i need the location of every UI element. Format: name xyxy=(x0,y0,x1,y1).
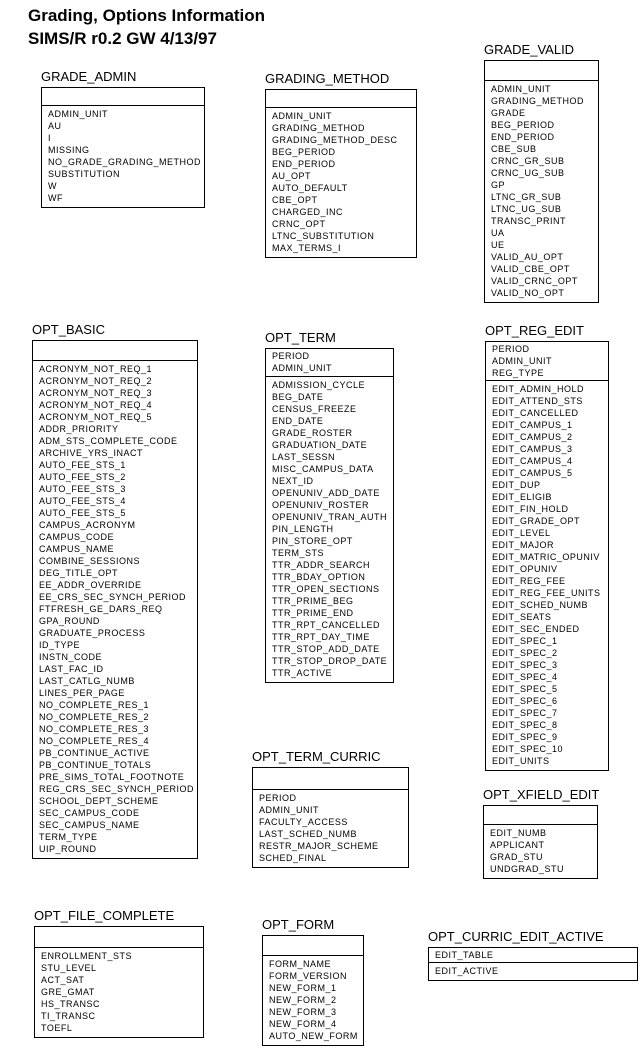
attribute: LAST_SESSN xyxy=(272,452,336,462)
entity-box xyxy=(41,87,205,208)
key-attribute: PERIOD xyxy=(492,344,530,354)
attribute: MISC_CAMPUS_DATA xyxy=(272,464,374,474)
attribute: TTR_BDAY_OPTION xyxy=(272,572,366,582)
attribute: ARCHIVE_YRS_INACT xyxy=(39,448,144,458)
attribute: TTR_STOP_ADD_DATE xyxy=(272,644,380,654)
attribute: FTFRESH_GE_DARS_REQ xyxy=(39,604,163,614)
entity-box xyxy=(32,340,198,859)
attribute: CRNC_OPT xyxy=(272,219,326,229)
attribute: END_PERIOD xyxy=(272,159,336,169)
attribute: UIP_ROUND xyxy=(39,844,97,854)
primary-key-section xyxy=(263,936,363,956)
attribute: NO_GRADE_GRADING_METHOD xyxy=(48,157,202,167)
attribute: OPENUNIV_TRAN_AUTH xyxy=(272,512,388,522)
attribute: BEG_PERIOD xyxy=(491,120,555,130)
attribute: GP xyxy=(491,180,506,190)
attribute: EDIT_CAMPUS_4 xyxy=(492,456,573,466)
attribute: GRADING_METHOD xyxy=(272,123,366,133)
attribute: AUTO_FEE_STS_4 xyxy=(39,496,126,506)
attribute: NO_COMPLETE_RES_4 xyxy=(39,736,150,746)
attribute: BEG_PERIOD xyxy=(272,147,336,157)
attribute-section xyxy=(253,790,408,867)
attribute: AUTO_NEW_FORM xyxy=(269,1031,358,1041)
attribute: VALID_CRNC_OPT xyxy=(491,276,578,286)
attribute: LINES_PER_PAGE xyxy=(39,688,125,698)
attribute: TERM_TYPE xyxy=(39,832,98,842)
attribute: AUTO_FEE_STS_1 xyxy=(39,460,126,470)
primary-key-section xyxy=(266,90,416,108)
primary-key-section xyxy=(35,927,203,948)
attribute: BEG_DATE xyxy=(272,392,324,402)
attribute: TOEFL xyxy=(41,1023,73,1033)
attribute: EDIT_SPEC_9 xyxy=(492,732,558,742)
attribute: AU xyxy=(48,121,62,131)
attribute: TRANSC_PRINT xyxy=(491,216,567,226)
entity-box xyxy=(483,805,598,879)
attribute: END_DATE xyxy=(272,416,324,426)
attribute: LTNC_GR_SUB xyxy=(491,192,562,202)
attribute: TTR_RPT_CANCELLED xyxy=(272,620,381,630)
attribute: AUTO_FEE_STS_2 xyxy=(39,472,126,482)
attribute: GRAD_STU xyxy=(490,852,544,862)
attribute: GRADUATION_DATE xyxy=(272,440,368,450)
attribute: ACRONYM_NOT_REQ_2 xyxy=(39,376,153,386)
attribute: PERIOD xyxy=(259,793,297,803)
attribute: MAX_TERMS_I xyxy=(272,243,342,253)
attribute: EDIT_SPEC_3 xyxy=(492,660,558,670)
attribute: EDIT_FIN_HOLD xyxy=(492,504,569,514)
attribute: END_PERIOD xyxy=(491,132,555,142)
entity-name: GRADE_VALID xyxy=(484,42,575,57)
attribute: UNDGRAD_STU xyxy=(490,864,565,874)
attribute: LAST_SCHED_NUMB xyxy=(259,829,358,839)
attribute: EDIT_LEVEL xyxy=(492,528,551,538)
entity-box xyxy=(262,935,364,1046)
attribute: MISSING xyxy=(48,145,90,155)
attribute: AUTO_FEE_STS_5 xyxy=(39,508,126,518)
primary-key-section xyxy=(253,768,408,790)
attribute-section xyxy=(266,108,416,257)
attribute-section xyxy=(485,81,598,302)
attribute: GRE_GMAT xyxy=(41,987,95,997)
entity-name: OPT_XFIELD_EDIT xyxy=(483,787,600,802)
attribute: TTR_PRIME_BEG xyxy=(272,596,354,606)
entity-box xyxy=(428,947,638,981)
attribute: EDIT_SCHED_NUMB xyxy=(492,600,589,610)
attribute: CHARGED_INC xyxy=(272,207,344,217)
attribute: VALID_NO_OPT xyxy=(491,288,565,298)
attribute: TTR_ADDR_SEARCH xyxy=(272,560,371,570)
attribute: ENROLLMENT_STS xyxy=(41,951,133,961)
attribute: W xyxy=(48,181,57,191)
attribute: GRADE_ROSTER xyxy=(272,428,353,438)
attribute: AU_OPT xyxy=(272,171,312,181)
attribute: CENSUS_FREEZE xyxy=(272,404,357,414)
attribute: ACRONYM_NOT_REQ_3 xyxy=(39,388,153,398)
attribute: CAMPUS_NAME xyxy=(39,544,115,554)
attribute: EDIT_DUP xyxy=(492,480,541,490)
entity-box xyxy=(485,341,609,771)
attribute: EDIT_CAMPUS_2 xyxy=(492,432,573,442)
primary-key-section xyxy=(484,806,597,825)
attribute-section xyxy=(33,361,197,858)
attribute: INSTN_CODE xyxy=(39,652,103,662)
attribute: WF xyxy=(48,193,63,203)
attribute: LAST_FAC_ID xyxy=(39,664,104,674)
attribute: ADMISSION_CYCLE xyxy=(272,380,366,390)
attribute: NO_COMPLETE_RES_1 xyxy=(39,700,150,710)
attribute: REG_CRS_SEC_SYNCH_PERIOD xyxy=(39,784,195,794)
attribute: LTNC_UG_SUB xyxy=(491,204,562,214)
attribute: VALID_CBE_OPT xyxy=(491,264,570,274)
diagram-subtitle: SIMS/R r0.2 GW 4/13/97 xyxy=(28,29,217,48)
primary-key-section xyxy=(485,61,598,81)
attribute: EDIT_GRADE_OPT xyxy=(492,516,581,526)
attribute-section xyxy=(486,381,608,770)
attribute: NO_COMPLETE_RES_2 xyxy=(39,712,150,722)
attribute: EDIT_ACTIVE xyxy=(435,966,499,976)
attribute-section xyxy=(263,956,363,1045)
attribute: ADDR_PRIORITY xyxy=(39,424,119,434)
entity-box xyxy=(265,348,394,683)
attribute: STU_LEVEL xyxy=(41,963,97,973)
attribute: SEC_CAMPUS_CODE xyxy=(39,808,140,818)
attribute: ACRONYM_NOT_REQ_5 xyxy=(39,412,153,422)
attribute: SCHOOL_DEPT_SCHEME xyxy=(39,796,159,806)
attribute: ADM_STS_COMPLETE_CODE xyxy=(39,436,178,446)
attribute: EDIT_NUMB xyxy=(490,828,547,838)
entity-name: GRADING_METHOD xyxy=(265,71,390,86)
attribute: NEW_FORM_4 xyxy=(269,1019,337,1029)
attribute: EDIT_UNITS xyxy=(492,756,550,766)
attribute: CRNC_UG_SUB xyxy=(491,168,565,178)
attribute: I xyxy=(48,133,52,143)
attribute: PB_CONTINUE_TOTALS xyxy=(39,760,152,770)
attribute-section xyxy=(266,377,393,682)
attribute: PIN_STORE_OPT xyxy=(272,536,353,546)
key-attribute: ADMIN_UNIT xyxy=(492,356,553,366)
attribute: CAMPUS_ACRONYM xyxy=(39,520,136,530)
attribute: GRADING_METHOD_DESC xyxy=(272,135,398,145)
attribute: EDIT_SPEC_2 xyxy=(492,648,558,658)
primary-key-section xyxy=(33,341,197,361)
attribute: ADMIN_UNIT xyxy=(491,84,552,94)
attribute: RESTR_MAJOR_SCHEME xyxy=(259,841,379,851)
attribute: TI_TRANSC xyxy=(41,1011,96,1021)
attribute: ADMIN_UNIT xyxy=(48,109,109,119)
attribute: EDIT_OPUNIV xyxy=(492,564,558,574)
attribute: ID_TYPE xyxy=(39,640,81,650)
attribute: EDIT_SPEC_7 xyxy=(492,708,558,718)
attribute: EDIT_REG_FEE xyxy=(492,576,566,586)
attribute: FORM_NAME xyxy=(269,959,332,969)
attribute: EDIT_SPEC_10 xyxy=(492,744,564,754)
attribute: EDIT_REG_FEE_UNITS xyxy=(492,588,601,598)
attribute: CRNC_GR_SUB xyxy=(491,156,565,166)
attribute: EDIT_SEC_ENDED xyxy=(492,624,580,634)
attribute: EDIT_SEATS xyxy=(492,612,552,622)
entity-name: OPT_FILE_COMPLETE xyxy=(34,908,175,923)
attribute: EDIT_CAMPUS_3 xyxy=(492,444,573,454)
primary-key-section xyxy=(486,342,608,381)
attribute: GPA_ROUND xyxy=(39,616,100,626)
attribute: TTR_OPEN_SECTIONS xyxy=(272,584,380,594)
attribute: TTR_RPT_DAY_TIME xyxy=(272,632,370,642)
attribute: EDIT_SPEC_5 xyxy=(492,684,558,694)
attribute: SEC_CAMPUS_NAME xyxy=(39,820,140,830)
attribute: UE xyxy=(491,240,505,250)
attribute: OPENUNIV_ADD_DATE xyxy=(272,488,380,498)
attribute: VALID_AU_OPT xyxy=(491,252,564,262)
attribute: CAMPUS_CODE xyxy=(39,532,115,542)
attribute: ACRONYM_NOT_REQ_4 xyxy=(39,400,153,410)
entity-name: OPT_REG_EDIT xyxy=(485,323,584,338)
attribute: AUTO_DEFAULT xyxy=(272,183,348,193)
attribute: NO_COMPLETE_RES_3 xyxy=(39,724,150,734)
attribute: ADMIN_UNIT xyxy=(272,111,333,121)
entity-box xyxy=(484,60,599,303)
attribute: LAST_CATLG_NUMB xyxy=(39,676,135,686)
entity-name: OPT_TERM xyxy=(265,330,336,345)
primary-key-section xyxy=(429,948,637,963)
attribute-section xyxy=(484,825,597,878)
attribute: SCHED_FINAL xyxy=(259,853,327,863)
attribute: EDIT_SPEC_1 xyxy=(492,636,558,646)
attribute: PRE_SIMS_TOTAL_FOOTNOTE xyxy=(39,772,185,782)
attribute: EDIT_ATTEND_STS xyxy=(492,396,583,406)
attribute: NEW_FORM_3 xyxy=(269,1007,337,1017)
attribute: PB_CONTINUE_ACTIVE xyxy=(39,748,150,758)
attribute: CBE_SUB xyxy=(491,144,537,154)
attribute: ACRONYM_NOT_REQ_1 xyxy=(39,364,153,374)
attribute: FACULTY_ACCESS xyxy=(259,817,348,827)
key-attribute: REG_TYPE xyxy=(492,368,545,378)
attribute: EDIT_SPEC_4 xyxy=(492,672,558,682)
entity-name: GRADE_ADMIN xyxy=(41,69,137,84)
attribute: NEW_FORM_2 xyxy=(269,995,337,1005)
key-attribute: PERIOD xyxy=(272,351,310,361)
attribute: CBE_OPT xyxy=(272,195,318,205)
attribute: EDIT_CAMPUS_1 xyxy=(492,420,573,430)
attribute: COMBINE_SESSIONS xyxy=(39,556,141,566)
attribute: TTR_ACTIVE xyxy=(272,668,333,678)
entity-name: OPT_BASIC xyxy=(32,322,105,337)
primary-key-section xyxy=(42,88,204,106)
entity-name: OPT_CURRIC_EDIT_ACTIVE xyxy=(428,929,604,944)
attribute: NEXT_ID xyxy=(272,476,314,486)
attribute-section xyxy=(429,963,637,980)
attribute: LTNC_SUBSTITUTION xyxy=(272,231,375,241)
attribute: GRADE xyxy=(491,108,526,118)
key-attribute: EDIT_TABLE xyxy=(435,950,494,960)
entity-box xyxy=(34,926,204,1038)
entity-box xyxy=(252,767,409,868)
attribute: EDIT_ADMIN_HOLD xyxy=(492,384,585,394)
attribute: GRADING_METHOD xyxy=(491,96,585,106)
attribute: SUBSTITUTION xyxy=(48,169,121,179)
attribute: PIN_LENGTH xyxy=(272,524,334,534)
attribute: EDIT_MATRIC_OPUNIV xyxy=(492,552,600,562)
attribute: EE_ADDR_OVERRIDE xyxy=(39,580,142,590)
entity-box xyxy=(265,89,417,258)
attribute: ACT_SAT xyxy=(41,975,85,985)
primary-key-section xyxy=(266,349,393,377)
attribute: APPLICANT xyxy=(490,840,545,850)
attribute: EDIT_ELIGIB xyxy=(492,492,553,502)
attribute: TTR_PRIME_END xyxy=(272,608,354,618)
attribute: AUTO_FEE_STS_3 xyxy=(39,484,126,494)
attribute-section xyxy=(35,948,203,1037)
attribute: EDIT_CANCELLED xyxy=(492,408,579,418)
diagram-title: Grading, Options Information xyxy=(28,6,266,25)
attribute: EDIT_CAMPUS_5 xyxy=(492,468,573,478)
attribute: HS_TRANSC xyxy=(41,999,101,1009)
attribute: DEG_TITLE_OPT xyxy=(39,568,119,578)
attribute: EE_CRS_SEC_SYNCH_PERIOD xyxy=(39,592,187,602)
attribute: ADMIN_UNIT xyxy=(259,805,320,815)
attribute: NEW_FORM_1 xyxy=(269,983,337,993)
attribute-section xyxy=(42,106,204,207)
entity-name: OPT_FORM xyxy=(262,917,335,932)
attribute: EDIT_MAJOR xyxy=(492,540,555,550)
attribute: TERM_STS xyxy=(272,548,325,558)
attribute: UA xyxy=(491,228,505,238)
attribute: GRADUATE_PROCESS xyxy=(39,628,146,638)
attribute: EDIT_SPEC_8 xyxy=(492,720,558,730)
attribute: OPENUNIV_ROSTER xyxy=(272,500,370,510)
entity-name: OPT_TERM_CURRIC xyxy=(252,749,381,764)
key-attribute: ADMIN_UNIT xyxy=(272,363,333,373)
attribute: EDIT_SPEC_6 xyxy=(492,696,558,706)
attribute: TTR_STOP_DROP_DATE xyxy=(272,656,388,666)
attribute: FORM_VERSION xyxy=(269,971,348,981)
